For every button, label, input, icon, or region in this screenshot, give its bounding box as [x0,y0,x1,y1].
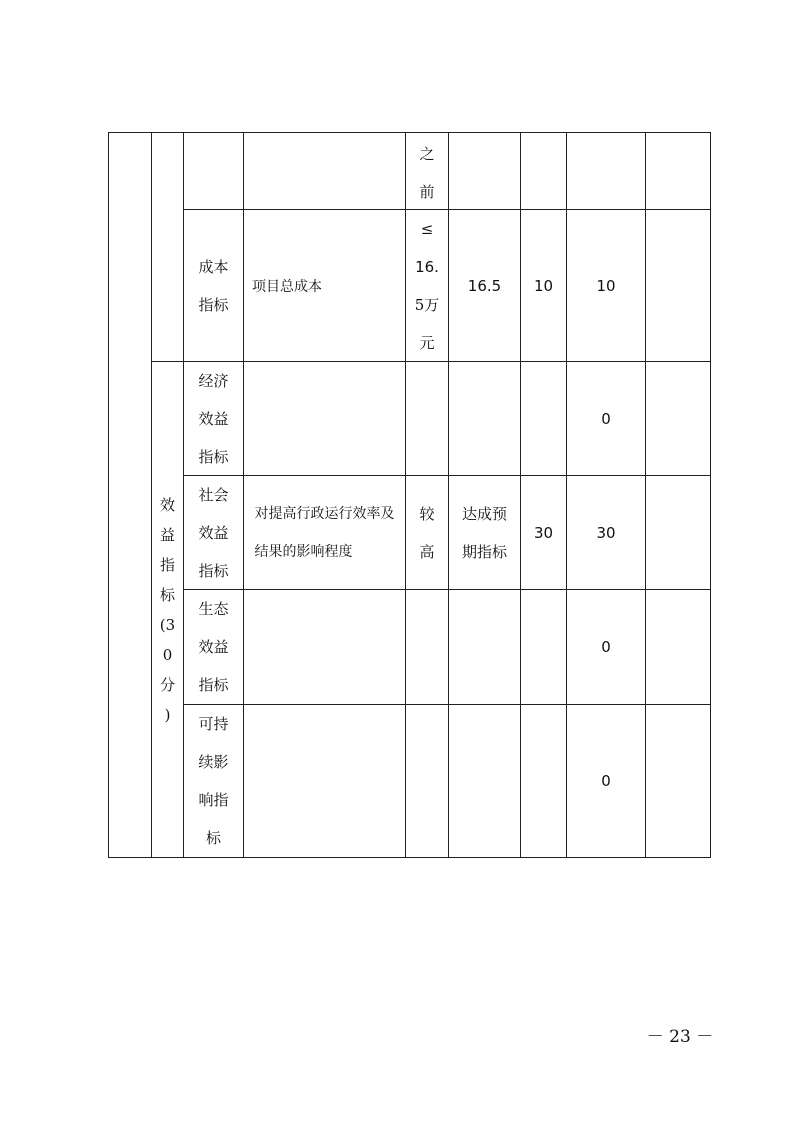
indicator-line: 标 [205,829,221,847]
group-char: ) [164,705,171,724]
target-char: 前 [419,182,435,201]
indicator-line: 续影 [198,753,229,771]
actual-line: 期指标 [461,542,507,561]
social-indicator [184,476,243,589]
sustainability-score: 0 [601,772,611,790]
group-char: 效 [159,495,175,514]
economic-indicator [184,362,243,475]
social-actual [449,476,520,589]
social-description [244,476,405,589]
target-char: 元 [419,333,435,352]
indicator-line: 成本 [198,257,229,276]
top-row-target [406,136,448,209]
description-line: 结果的影响程度 [254,543,353,560]
indicator-line: 响指 [198,791,229,809]
group-char: 益 [159,525,175,544]
actual-line: 达成预 [461,504,507,523]
target-char: 16. [415,257,439,276]
indicator-line: 指标 [198,447,229,466]
social-score: 30 [596,523,616,542]
group-char: (3 [159,615,176,634]
table-border-left [108,132,109,858]
description-text: 项目总成本 [252,278,322,295]
indicator-line: 指标 [198,561,229,580]
indicator-line: 生态 [198,600,229,618]
indicator-line: 指标 [198,295,229,314]
group-char: 分 [159,675,175,694]
indicator-line: 可持 [198,715,229,733]
table-border-right [710,132,711,858]
target-char: 较 [419,504,435,523]
indicator-line: 效益 [198,523,229,542]
sustainability-indicator [184,705,243,857]
indicator-line: 经济 [198,371,229,390]
cost-target [406,210,448,361]
cost-actual: 16.5 [467,276,502,295]
table-border-top [108,132,711,133]
target-char: 高 [419,542,435,561]
indicator-line: 效益 [198,409,229,428]
social-weight: 30 [533,523,554,542]
ecological-score: 0 [601,638,611,656]
ecological-indicator [184,590,243,704]
social-target [406,476,448,589]
cost-score: 10 [596,276,616,295]
target-char: 5万 [414,295,440,314]
cost-weight: 10 [533,276,554,295]
economic-score: 0 [601,409,611,428]
cost-indicator [184,210,243,361]
target-char: ≤ [420,219,434,238]
indicator-line: 指标 [198,676,229,694]
benefit-group-label [152,362,183,857]
group-char: 0 [162,645,173,664]
cost-description [244,210,405,361]
target-char: 之 [419,144,435,163]
table-border-bottom [108,857,711,858]
performance-table [108,132,711,858]
group-char: 指 [159,555,175,574]
indicator-line: 社会 [198,485,229,504]
description-line: 对提高行政运行效率及 [254,505,395,522]
group-char: 标 [159,585,175,604]
col-line [645,132,646,858]
page-number: － 23 － [646,1027,714,1047]
indicator-line: 效益 [198,638,229,656]
